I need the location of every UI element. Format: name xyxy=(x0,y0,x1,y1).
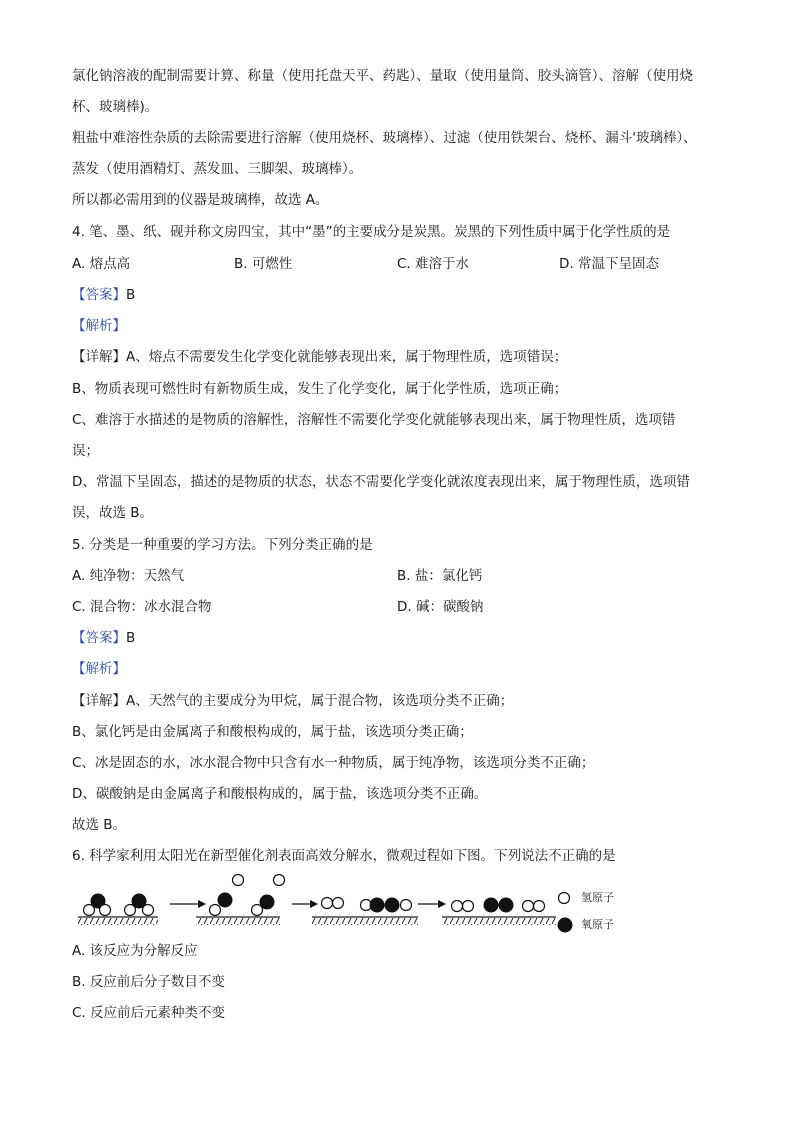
hydrogen-atom xyxy=(233,875,244,886)
q6-option-b: B. 反应前后分子数目不变 xyxy=(72,974,225,990)
q4-analysis-tag: 【解析】 xyxy=(72,318,126,334)
arrow-icon xyxy=(418,900,446,908)
intro-line-3: 粗盐中难溶性杂质的去除需要进行溶解（使用烧杯、玻璃棒）、过滤（使用铁架台、烧杯、漏斗'玻璃棒）、 xyxy=(72,130,697,146)
q4-detail-c: C、难溶于水描述的是物质的溶解性，溶解性不需要化学变化就能够表现出来，属于物理性质，选项错 xyxy=(72,412,676,428)
hydrogen-atom xyxy=(322,898,333,909)
q5-option-a: A. 纯净物：天然气 xyxy=(72,568,185,584)
hydrogen-atom xyxy=(125,905,136,916)
q4-detail-d-cont: 误，故选 B。 xyxy=(72,505,154,521)
q4-answer xyxy=(72,286,135,304)
hydrogen-atom xyxy=(523,901,534,912)
q5-analysis-tag: 【解析】 xyxy=(72,661,126,677)
q5-option-c: C. 混合物：冰水混合物 xyxy=(72,599,212,615)
q5-answer xyxy=(72,629,135,647)
stage3-forming-molecules xyxy=(312,898,418,926)
q4-option-d: D. 常温下呈固态 xyxy=(559,256,659,272)
q5-answer-tag: 【答案】 xyxy=(72,630,126,646)
hydrogen-atom xyxy=(534,901,545,912)
oxygen-atom xyxy=(370,898,385,913)
intro-line-1: 氯化钠溶液的配制需要计算、称量（使用托盘天平、药匙）、量取（使用量筒、胶头滴管）、溶解（使用烧 xyxy=(72,68,693,84)
arrow-icon xyxy=(170,900,206,908)
q4-stem: 4. 笔、墨、纸、砚并称文房四宝，其中“墨”的主要成分是炭黑。炭黑的下列性质中属于化学性质的是 xyxy=(72,224,671,240)
q4-answer-value: B xyxy=(126,287,136,303)
intro-line-2: 杯、玻璃棒)。 xyxy=(72,99,159,115)
oxygen-atom xyxy=(484,898,499,913)
q5-detail-c: C、冰是固态的水，冰水混合物中只含有水一种物质，属于纯净物，该选项分类不正确； xyxy=(72,755,595,771)
intro-line-5: 所以都必需用到的仪器是玻璃棒，故选 A。 xyxy=(72,192,329,208)
hydrogen-atom xyxy=(452,901,463,912)
q6-option-c: C. 反应前后元素种类不变 xyxy=(72,1005,226,1021)
hydrogen-atom xyxy=(274,875,285,886)
hydrogen-atom xyxy=(84,905,95,916)
oxygen-atom xyxy=(218,893,233,908)
legend-oxygen-label: 氧原子 xyxy=(581,918,614,931)
q5-detail-d: D、碳酸钠是由金属离子和酸根构成的，属于盐，该选项分类不正确。 xyxy=(72,786,488,802)
water-decomposition-diagram xyxy=(72,868,632,938)
q4-detail-c-cont: 误； xyxy=(72,443,99,459)
q6-stem: 6. 科学家利用太阳光在新型催化剂表面高效分解水，微观过程如下图。下列说法不正确的是 xyxy=(72,848,616,864)
legend-hydrogen-icon xyxy=(559,893,570,904)
q6-option-a: A. 该反应为分解反应 xyxy=(72,943,198,959)
q4-detail-d: D、常温下呈固态，描述的是物质的状态，状态不需要化学变化就浓度表现出来，属于物理性质，选项错 xyxy=(72,474,690,490)
hydrogen-atom xyxy=(333,898,344,909)
q4-option-a: A. 熔点高 xyxy=(72,256,131,272)
q5-detail-a: 【详解】A、天然气的主要成分为甲烷，属于混合物，该选项分类不正确； xyxy=(72,693,514,709)
hydrogen-atom xyxy=(463,901,474,912)
stage4-products xyxy=(442,898,556,926)
q5-stem: 5. 分类是一种重要的学习方法。下列分类正确的是 xyxy=(72,537,373,553)
q5-detail-b: B、氯化钙是由金属离子和酸根构成的，属于盐，该选项分类正确； xyxy=(72,724,473,740)
q5-conclusion: 故选 B。 xyxy=(72,817,127,833)
q5-detail-tag: 【详解】 xyxy=(72,693,126,709)
arrow-icon xyxy=(292,900,318,908)
q4-detail-a: 【详解】A、熔点不需要发生化学变化就能够表现出来，属于物理性质，选项错误； xyxy=(72,349,568,365)
q5-option-d: D. 碱：碳酸钠 xyxy=(397,599,484,615)
oxygen-atom xyxy=(499,898,514,913)
intro-line-4: 蒸发（使用酒精灯、蒸发皿、三脚架、玻璃棒）。 xyxy=(72,161,363,177)
hydrogen-atom xyxy=(143,905,154,916)
oxygen-atom xyxy=(260,895,275,910)
q5-answer-value: B xyxy=(126,630,136,646)
q4-detail-b: B、物质表现可燃性时有新物质生成，发生了化学变化，属于化学性质，选项正确； xyxy=(72,381,568,397)
q4-detail-tag: 【详解】 xyxy=(72,349,126,365)
q5-option-b: B. 盐：氯化钙 xyxy=(397,568,483,584)
stage2-separated-atoms xyxy=(196,875,285,926)
legend-oxygen-icon xyxy=(558,918,573,933)
legend-hydrogen-label: 氢原子 xyxy=(581,891,614,904)
hydrogen-atom xyxy=(210,905,221,916)
hydrogen-atom xyxy=(100,905,111,916)
q4-option-b: B. 可燃性 xyxy=(234,256,293,272)
q4-option-c: C. 难溶于水 xyxy=(397,256,470,272)
hydrogen-atom xyxy=(401,900,412,911)
oxygen-atom xyxy=(385,898,400,913)
q4-answer-tag: 【答案】 xyxy=(72,287,126,303)
stage1-water-molecules xyxy=(78,894,158,926)
